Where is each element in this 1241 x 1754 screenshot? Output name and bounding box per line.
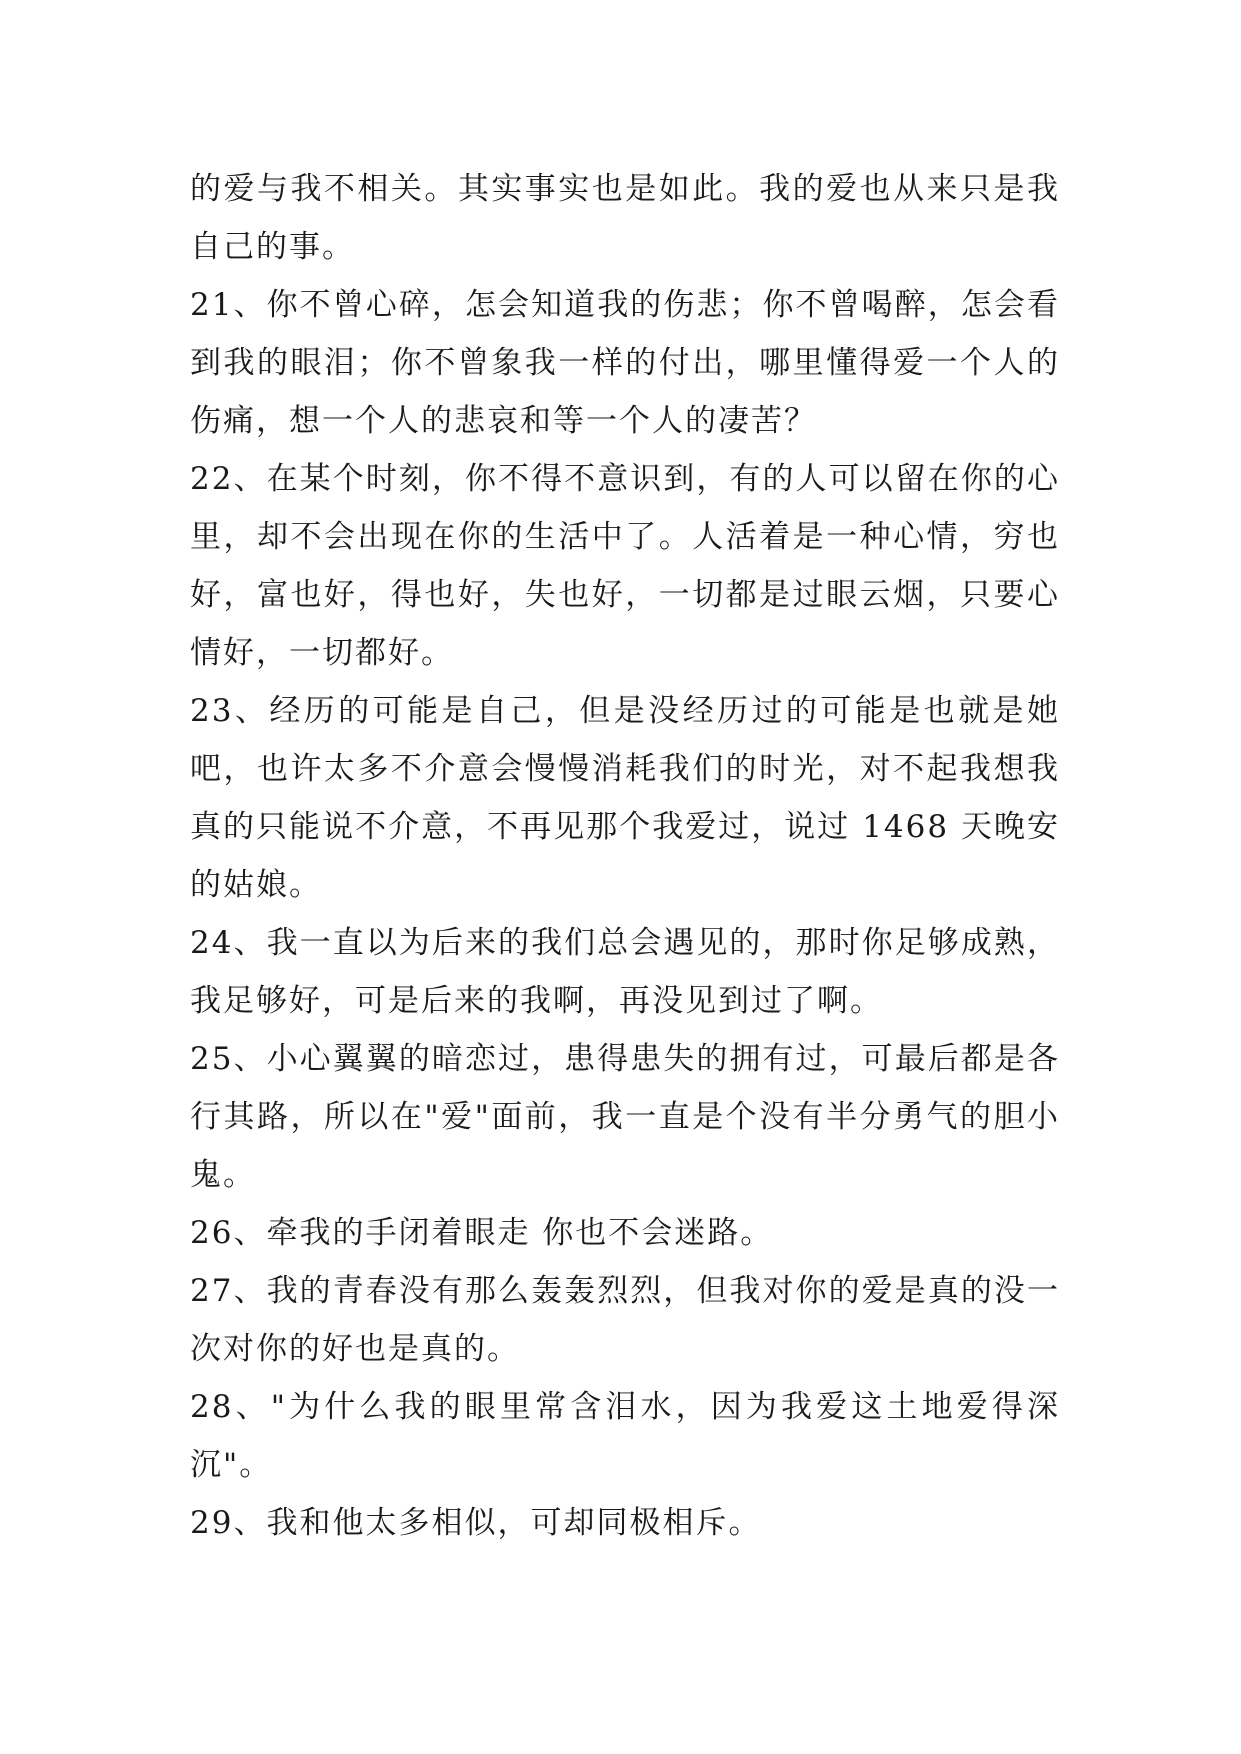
paragraph-28: 28、"为什么我的眼里常含泪水，因为我爱这土地爱得深沉"。 (190, 1389, 1060, 1483)
paragraph-22: 22、在某个时刻，你不得不意识到，有的人可以留在你的心里，却不会出现在你的生活中了。人活着是一种心情，穷也好，富也好，得也好，失也好，一切都是过眼云烟，只要心情好，一切都好。 (190, 461, 1060, 671)
paragraph-25: 25、小心翼翼的暗恋过，患得患失的拥有过，可最后都是各行其路，所以在"爱"面前，我一直是个没有半分勇气的胆小鬼。 (190, 1041, 1060, 1193)
paragraph-26: 26、牵我的手闭着眼走 你也不会迷路。 (190, 1215, 774, 1251)
document-body (190, 160, 1060, 1552)
paragraph-24: 24、我一直以为后来的我们总会遇见的，那时你足够成熟，我足够好，可是后来的我啊，再没见到过了啊。 (190, 925, 1060, 1019)
paragraph-continued: 的爱与我不相关。其实事实也是如此。我的爱也从来只是我自己的事。 (190, 171, 1060, 265)
paragraph-23: 23、经历的可能是自己，但是没经历过的可能是也就是她吧，也许太多不介意会慢慢消耗我们的时光，对不起我想我真的只能说不介意，不再见那个我爱过，说过 1468 天晚安的姑娘。 (190, 693, 1060, 903)
paragraph-27: 27、我的青春没有那么轰轰烈烈，但我对你的爱是真的没一次对你的好也是真的。 (190, 1273, 1060, 1367)
paragraph-29: 29、我和他太多相似，可却同极相斥。 (190, 1505, 762, 1541)
paragraph-21: 21、你不曾心碎，怎会知道我的伤悲；你不曾喝醉，怎会看到我的眼泪；你不曾象我一样的付出，哪里懂得爱一个人的伤痛，想一个人的悲哀和等一个人的凄苦？ (190, 287, 1060, 439)
